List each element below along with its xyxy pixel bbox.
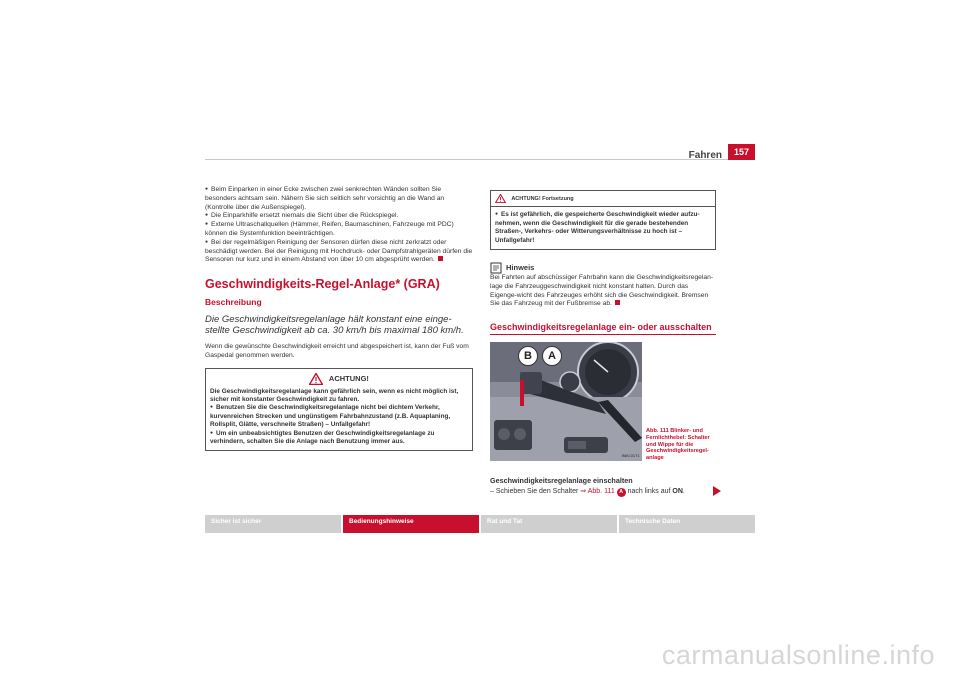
section-title: Geschwindigkeits-Regel-Anlage* (GRA) [205,277,440,292]
footer-tabs [205,515,755,533]
warning-item: ● Um ein unbeabsichtigtes Benutzen der Geschwindigkeitsregelanlage zu verhindern, schalten Sie die Anlage nach Benutzung immer aus. [210,430,468,447]
warning-continued-header [491,191,715,207]
figure-link[interactable]: ⇒ Abb. 111 [580,488,615,495]
warning-triangle-icon [309,373,323,385]
figure-label-a: A [542,346,562,366]
warning-lead: Die Geschwindigkeitsregelanlage kann gefährlich sein, wenn es nicht möglich ist, sicher mit konstanter Geschwindigkeit zu fahren. [210,387,459,403]
hint-title: Hinweis [506,262,535,272]
intro-text: Die Geschwindigkeitsregelanlage hält konstant eine einge-stellte Geschwindigkeit ab ca. 30 km/h bis maximal 180 km/h. [205,313,464,337]
watermark-text: carmanualsonline.info [661,640,935,670]
bullet-item: ● Die Einparkhilfe ersetzt niemals die Sicht über die Rückspiegel. [205,212,473,221]
step-suffix: nach links auf [625,488,673,495]
warning-header [206,369,472,388]
step-end: . [682,488,685,495]
hint-header [490,262,716,274]
figure-steering-lever [490,342,642,461]
badge-a: A [617,488,626,497]
page-number: 157 [728,144,755,160]
body-text: Wenn die gewünschte Geschwindigkeit erreicht und abgespeichert ist, kann der Fuß vom Gaspedal genommen werden. [205,342,469,359]
page-title: Fahren [688,150,722,161]
step-prefix: – Schieben Sie den Schalter [490,488,581,495]
warning-body [206,388,472,451]
tab-technische-daten[interactable]: Technische Daten [619,515,755,533]
end-mark [615,300,620,305]
subsection-title: Beschreibung [205,297,262,308]
next-page-arrow-icon[interactable] [713,486,721,496]
warning-title: ACHTUNG! [328,373,369,383]
warning-item: ● Es ist gefährlich, die gespeicherte Geschwindigkeit wieder aufzu-nehmen, wenn die Geschwindigkeit für die gerade bestehenden Straßen-, Verkehrs- oder Witterungsverhältnisse zu hoch ist – Unfallgefahr! [495,211,711,245]
figure-code: B6V-0171 [622,453,640,458]
warning-continued-body [491,207,715,249]
right-column [490,190,716,335]
hint-text-wrap [490,274,716,309]
bullet-item: ● Beim Einparken in einer Ecke zwischen zwei senkrechten Wänden sollten Sie besonders achtsam sein. Nähern Sie sich seitlich sehr vorsichtig an die Wand an (Kontrolle über die Außenspiegel). [205,186,473,212]
figure-caption: Abb. 111 Blinker- und Fernlichthebel: Schalter und Wippe für die Geschwindigkeitsregel-anlage [646,428,710,462]
watermark [0,640,960,671]
dashboard-illustration [490,342,642,461]
bullet-item-last [205,239,473,265]
warning-continued-box [490,190,716,250]
step-on: ON [672,488,683,495]
section-title-right: Geschwindigkeitsregelanlage ein- oder ausschalten [490,323,716,335]
bullet-item: ● Externe Ultraschallquellen (Hämmer, Reifen, Baumaschinen, Fahrzeuge mit PDC) können die Systemfunktion beeinträchtigen. [205,221,473,239]
end-mark [438,256,443,261]
warning-triangle-icon [495,194,506,203]
left-column [205,186,473,451]
warning-item: ● Benutzen Sie die Geschwindigkeitsregelanlage nicht bei dichtem Verkehr, kurvenreichen Strecken und ungünstigem Fahrbahnzustand (z.B. Aquaplaning, Rollsplit, Glätte, verschneite Straßen) – Unfallgefahr! [210,404,468,429]
step-text [490,487,730,497]
step-heading: Geschwindigkeitsregelanlage einschalten [490,476,633,485]
tab-rat-und-tat[interactable]: Rat und Tat [481,515,617,533]
note-icon [490,262,502,274]
hint-text: Bei Fahrten auf abschüssiger Fahrbahn kann die Geschwindigkeitsregelan-lage die Fahrzeuggeschwindigkeit nicht konstant halten. Durch das Eigenge-wicht des Fahrzeuges erhöht sich die Geschwindigkeit. Bremsen Sie das Fahrzeug mit der Fußbremse ab. [490,273,714,308]
warning-continued-title: ACHTUNG! Fortsetzung [511,195,574,202]
figure-label-b: B [518,346,538,366]
warning-box [205,368,473,452]
bullet-text: ● Bei der regelmäßigen Reinigung der Sensoren dürfen diese nicht zerkratzt oder beschädigt werden. Bei der Reinigung mit Hochdruck- oder Dampfstrahlgeräten dürfen die Sensoren nur kurz und in einem Abstand von über 10 cm abgesprüht werden. [205,239,472,264]
tab-sicher-ist-sicher[interactable]: Sicher ist sicher [205,515,341,533]
tab-bedienungshinweise[interactable]: Bedienungshinweise [343,515,479,533]
